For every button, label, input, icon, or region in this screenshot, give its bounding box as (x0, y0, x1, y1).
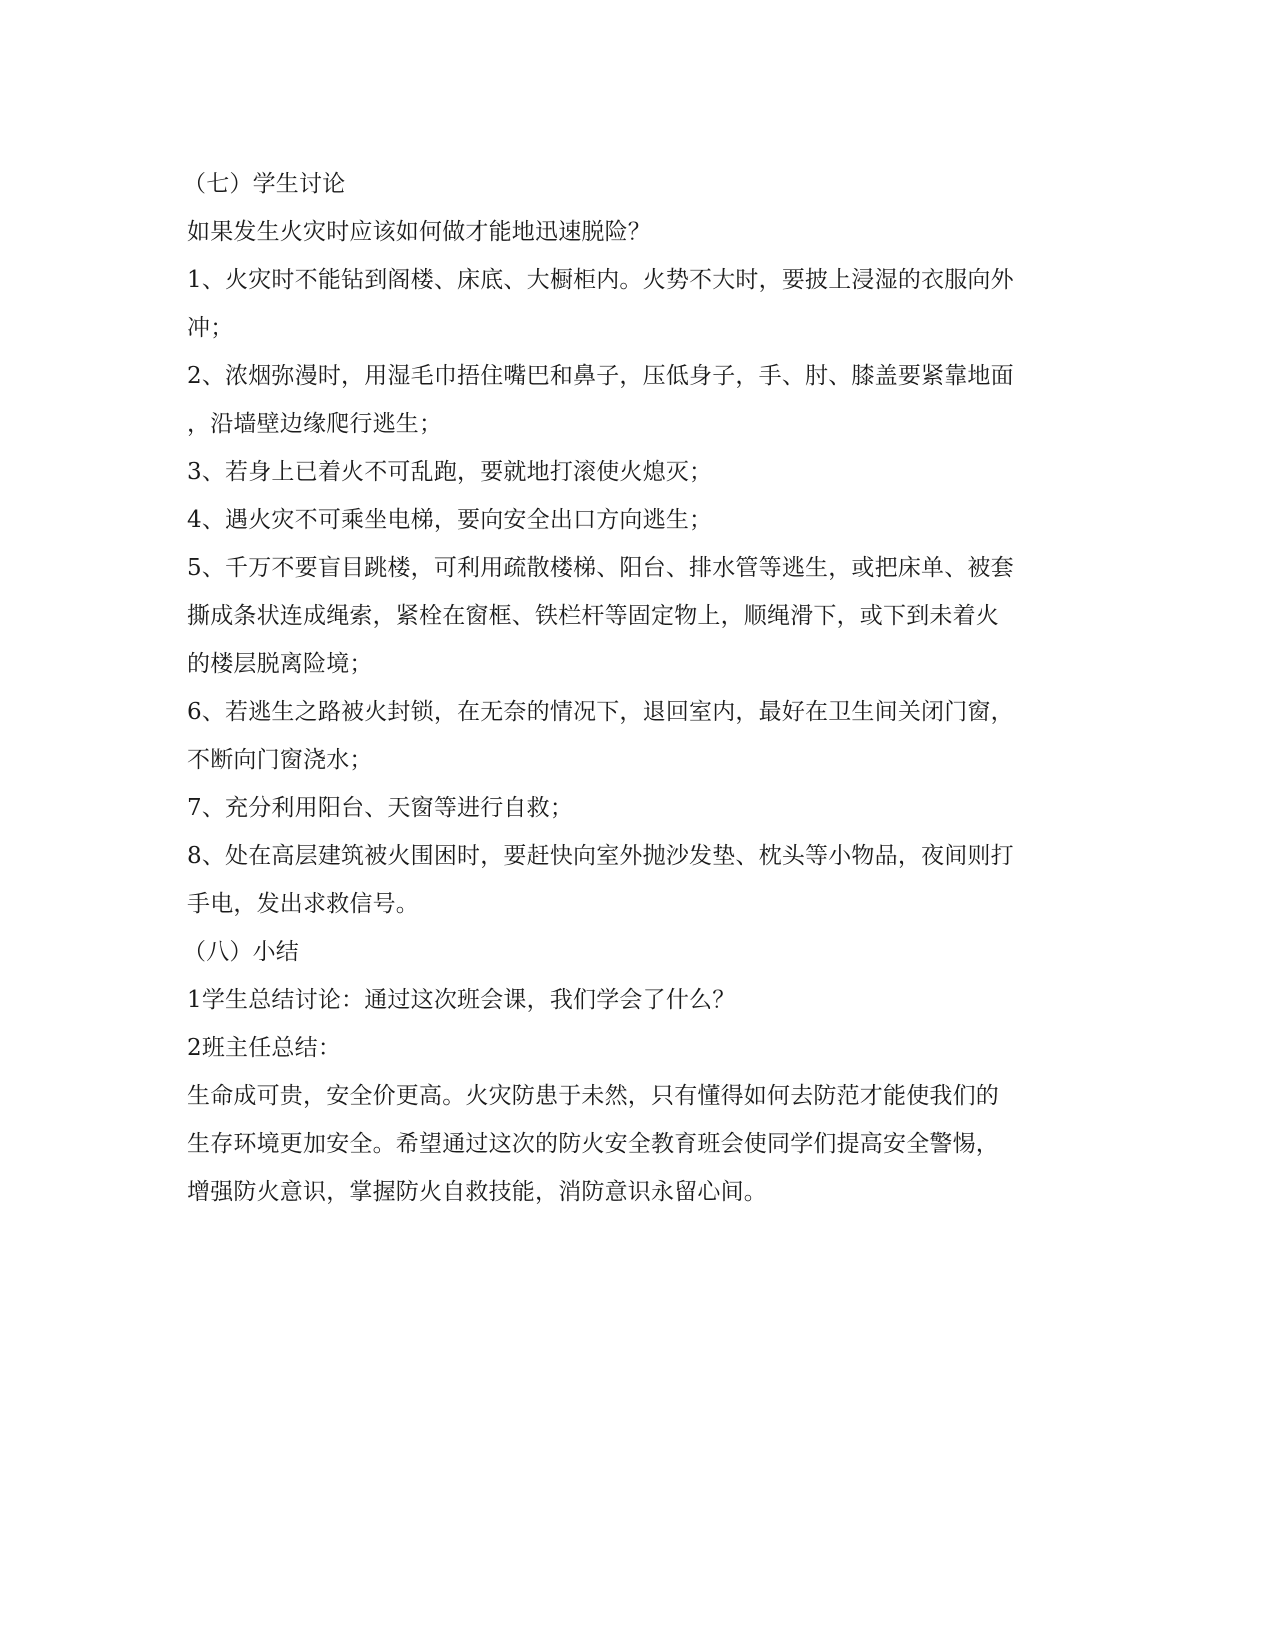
list-item-8-line-2: 手电，发出求救信号。 (187, 891, 419, 917)
summary-item-1: 1学生总结讨论：通过这次班会课，我们学会了什么？ (187, 987, 736, 1013)
closing-paragraph-line-3: 增强防火意识，掌握防火自救技能，消防意识永留心间。 (187, 1179, 767, 1205)
list-item-2-line-2: ，沿墙壁边缘爬行逃生； (187, 411, 443, 437)
list-item-4: 4、遇火灾不可乘坐电梯，要向安全出口方向逃生； (187, 507, 713, 533)
list-item-8-line-1: 8、处在高层建筑被火围困时，要赶快向室外抛沙发垫、枕头等小物品，夜间则打 (187, 843, 1014, 869)
section-heading-summary: （八）小结 (183, 939, 299, 965)
list-item-7: 7、充分利用阳台、天窗等进行自救； (187, 795, 574, 821)
list-item-6-line-2: 不断向门窗浇水； (187, 747, 373, 773)
document-body (183, 160, 1077, 1216)
list-item-6-line-1: 6、若逃生之路被火封锁，在无奈的情况下，退回室内，最好在卫生间关闭门窗， (187, 699, 1014, 725)
list-item-1-line-1: 1、火灾时不能钻到阁楼、床底、大橱柜内。火势不大时，要披上浸湿的衣服向外 (187, 267, 1014, 293)
section-heading-discussion: （七）学生讨论 (183, 171, 346, 197)
list-item-5-line-2: 撕成条状连成绳索，紧栓在窗框、铁栏杆等固定物上，顺绳滑下，或下到未着火 (187, 603, 999, 629)
closing-paragraph-line-1: 生命成可贵，安全价更高。火灾防患于未然，只有懂得如何去防范才能使我们的 (187, 1083, 999, 1109)
list-item-5-line-1: 5、千万不要盲目跳楼，可利用疏散楼梯、阳台、排水管等逃生，或把床单、被套 (187, 555, 1014, 581)
discussion-question: 如果发生火灾时应该如何做才能地迅速脱险？ (187, 219, 651, 245)
list-item-1-line-2: 冲； (187, 315, 234, 341)
list-item-2-line-1: 2、浓烟弥漫时，用湿毛巾捂住嘴巴和鼻子，压低身子，手、肘、膝盖要紧靠地面 (187, 363, 1014, 389)
list-item-5-line-3: 的楼层脱离险境； (187, 651, 373, 677)
summary-item-2: 2班主任总结： (187, 1035, 342, 1061)
list-item-3: 3、若身上已着火不可乱跑，要就地打滚使火熄灭； (187, 459, 713, 485)
closing-paragraph-line-2: 生存环境更加安全。希望通过这次的防火安全教育班会使同学们提高安全警惕， (187, 1131, 999, 1157)
